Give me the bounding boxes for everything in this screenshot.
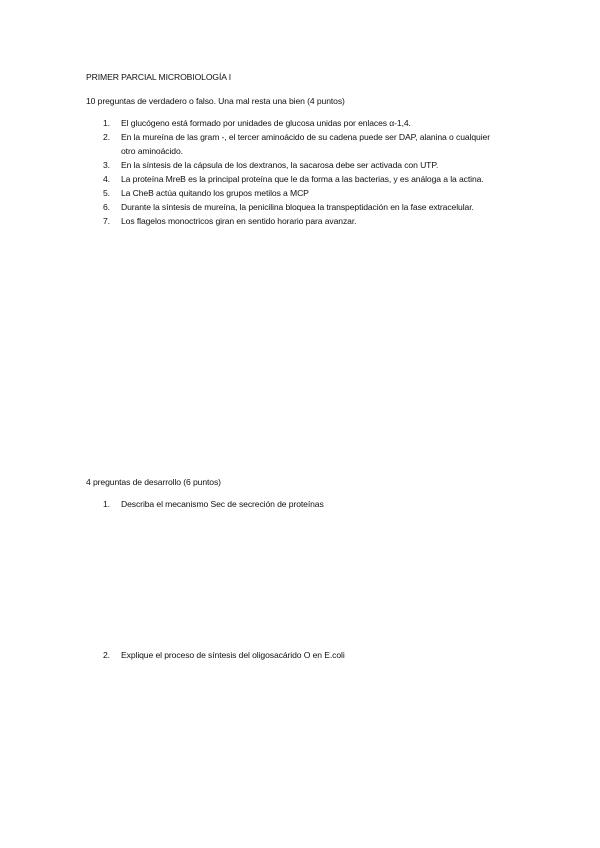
true-false-question xyxy=(103,172,501,186)
essay-question xyxy=(103,498,324,511)
question-number: 1. xyxy=(103,499,110,509)
question-text: Explique el proceso de síntesis del oligosacárido O en E.coli xyxy=(121,650,345,660)
question-text: En la mureína de las gram -, el tercer aminoácido de su cadena puede ser DAP, alanina o cualquier otro aminoácido. xyxy=(121,132,490,156)
true-false-question xyxy=(103,130,501,158)
true-false-question xyxy=(103,214,501,228)
question-text: La proteína MreB es la principal proteína que le da forma a las bacterias, y es análoga a la actina. xyxy=(121,174,484,184)
question-text: El glucógeno está formado por unidades de glucosa unidas por enlaces α-1,4. xyxy=(121,118,411,128)
true-false-section-heading: 10 preguntas de verdadero o falso. Una mal resta una bien (4 puntos) xyxy=(86,96,345,106)
exam-title: PRIMER PARCIAL MICROBIOLOGÍA I xyxy=(86,72,232,82)
question-text: La CheB actúa quitando los grupos metilos a MCP xyxy=(121,188,309,198)
question-text: Describa el mecanismo Sec de secreción de proteínas xyxy=(121,499,324,509)
question-number: 5. xyxy=(103,188,110,198)
true-false-question xyxy=(103,200,501,214)
true-false-question xyxy=(103,116,501,130)
question-text: En la síntesis de la cápsula de los dextranos, la sacarosa debe ser activada con UTP. xyxy=(121,160,439,170)
question-text: Los flagelos monoctricos giran en sentido horario para avanzar. xyxy=(121,216,357,226)
question-number: 6. xyxy=(103,202,110,212)
true-false-question-list xyxy=(103,116,501,228)
question-number: 2. xyxy=(103,132,110,142)
question-number: 7. xyxy=(103,216,110,226)
question-number: 2. xyxy=(103,650,110,660)
question-text: Durante la síntesis de mureína, la penicilina bloquea la transpeptidación en la fase extracelular. xyxy=(121,202,474,212)
question-number: 1. xyxy=(103,118,110,128)
true-false-question xyxy=(103,186,501,200)
essay-section-heading: 4 preguntas de desarrollo (6 puntos) xyxy=(86,477,221,487)
question-number: 3. xyxy=(103,160,110,170)
question-number: 4. xyxy=(103,174,110,184)
true-false-question xyxy=(103,158,501,172)
essay-question xyxy=(103,649,345,662)
